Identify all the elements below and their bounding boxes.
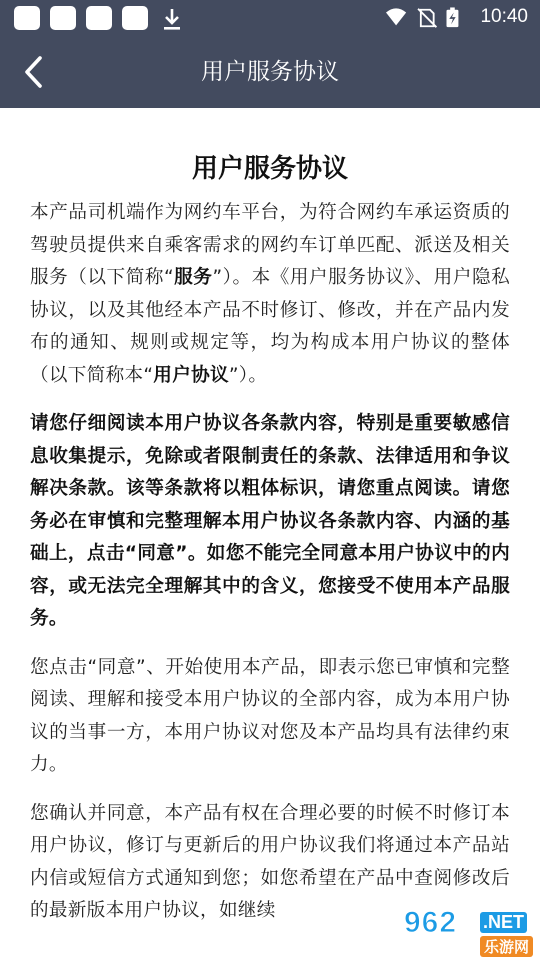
watermark-number: 962	[404, 906, 458, 939]
system-status-icons	[380, 7, 480, 29]
paragraph-revision: 您确认并同意，本产品有权在合理必要的时候不时修订本用户协议，修订与更新后的用户协议我们将通过本产品站内信或短信方式通知到您；如您希望在产品中查阅修改后的最新版本用户协议，如继续	[30, 802, 510, 921]
status-bar	[0, 0, 540, 36]
back-button[interactable]	[10, 48, 58, 96]
site-watermark-logo	[400, 904, 540, 960]
clock: 10:40	[480, 6, 528, 27]
paragraph-consent: 您点击“同意”、开始使用本产品，即表示您已审慎和完整阅读、理解和接受本用户协议的全部内容，成为本用户协议的当事一方，本用户协议对您及本产品均具有法律约束力。	[30, 656, 510, 775]
wifi-icon	[386, 8, 406, 25]
watermark-suffix: .NET	[480, 912, 527, 933]
bold-term: 用户协议	[153, 364, 229, 386]
agreement-content[interactable]	[0, 108, 540, 960]
battery-charging-icon	[447, 7, 459, 27]
document-title: 用户服务协议	[191, 154, 348, 184]
paragraph-text: ”）。本《用户服务协议》、用户隐私协议，以及其他经本产品不时修订、修改，并在产品内发布的通知、规则或规定等，均为构成本用户协议的整体（以下简称本“	[30, 267, 510, 386]
no-sim-icon	[418, 9, 436, 27]
paragraph-text: ”）。	[228, 364, 268, 386]
app-notification-icon	[122, 6, 148, 30]
app-notification-icon	[50, 6, 76, 30]
paragraph-intro	[30, 197, 510, 392]
paragraph-notice: 请您仔细阅读本用户协议各条款内容，特别是重要敏感信息收集提示，免除或者限制责任的条款、法律适用和争议解决条款。该等条款将以粗体标识，请您重点阅读。请您务必在审慎和完整理解本用户协议各条款内容、内涵的基础上，点击“同意”。如您不能完全同意本用户协议中的内容，或无法完全理解其中的含义，您接受不使用本产品服务。	[30, 413, 510, 629]
watermark-cn: 乐游网	[480, 936, 533, 957]
chevron-left-icon	[21, 55, 47, 89]
download-icon	[160, 6, 184, 32]
paragraph-text: 本产品司机端作为网约车平台，为符合网约车承运资质的驾驶员提供来自乘客需求的网约车订单匹配、派送及相关服务（以下简称“	[30, 202, 510, 288]
app-bar	[0, 36, 540, 108]
page-title: 用户服务协议	[201, 59, 339, 85]
app-notification-icon	[86, 6, 112, 30]
bold-term: 服务	[173, 267, 213, 288]
app-notification-icon	[14, 6, 40, 30]
